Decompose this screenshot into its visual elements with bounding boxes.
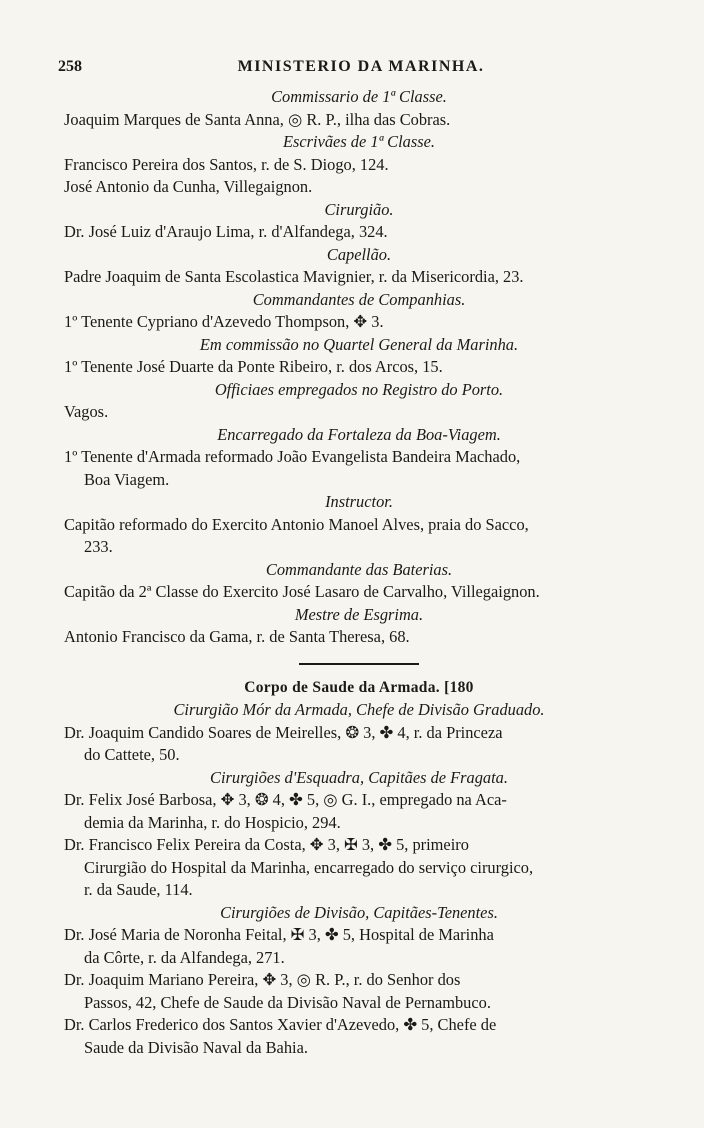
list-entry-line: Boa Viagem. <box>84 469 170 489</box>
running-head-title: MINISTERIO DA MARINHA. <box>237 58 485 75</box>
section-heading: Cirurgiões de Divisão, Capitães-Tenentes. <box>220 902 498 922</box>
list-entry-line: José Antonio da Cunha, Villegaignon. <box>64 177 313 196</box>
list-entry-line: Padre Joaquim de Santa Escolastica Mavignier, r. da Misericordia, 23. <box>64 267 524 286</box>
section-heading: Cirurgião Mór da Armada, Chefe de Divisão Graduado. <box>173 700 545 719</box>
health-corps-list <box>64 699 654 1059</box>
page-body <box>64 86 654 1059</box>
list-entry-line: r. da Saude, 114. <box>84 880 193 899</box>
list-entry-line: Dr. Joaquim Mariano Pereira, ✥ 3, ◎ R. P., r. do Senhor dos <box>64 970 461 989</box>
list-entry-line: Dr. José Luiz d'Araujo Lima, r. d'Alfandega, 324. <box>64 222 388 241</box>
list-entry-line: Antonio Francisco da Gama, r. de Santa Theresa, 68. <box>64 627 410 646</box>
section-title: Corpo de Saude da Armada. [180 <box>244 678 474 696</box>
staff-list <box>64 86 654 649</box>
page-header <box>58 58 664 82</box>
page-number: 258 <box>58 58 82 75</box>
section-heading: Capellão. <box>326 244 392 264</box>
section-heading: Mestre de Esgrima. <box>294 604 424 624</box>
section-heading: Encarregado da Fortaleza da Boa-Viagem. <box>217 424 501 444</box>
list-entry-line: 1º Tenente José Duarte da Ponte Ribeiro, r. dos Arcos, 15. <box>64 357 443 376</box>
section-heading: Em commissão no Quartel General da Marinha. <box>199 334 519 354</box>
list-entry-line: Passos, 42, Chefe de Saude da Divisão Naval de Pernambuco. <box>84 992 491 1012</box>
list-entry-line: Vagos. <box>64 402 109 421</box>
section-heading: Instructor. <box>325 492 393 511</box>
list-entry-line: Francisco Pereira dos Santos, r. de S. Diogo, 124. <box>64 154 389 174</box>
section-heading: Commandante das Baterias. <box>265 559 453 579</box>
list-entry-line: Dr. Felix José Barbosa, ✥ 3, ❂ 4, ✤ 5, ◎ G. I., empregado na Aca- <box>64 790 507 809</box>
section-heading: Commandantes de Companhias. <box>252 289 466 309</box>
list-entry-line: Dr. Francisco Felix Pereira da Costa, ✥ 3, ✠ 3, ✤ 5, primeiro <box>64 835 469 854</box>
list-entry-line: Capitão reformado do Exercito Antonio Manoel Alves, praia do Sacco, <box>64 514 529 534</box>
list-entry-line: da Côrte, r. da Alfandega, 271. <box>84 947 285 967</box>
list-entry-line: demia da Marinha, r. do Hospicio, 294. <box>84 812 341 832</box>
list-entry-line: 233. <box>84 537 113 556</box>
section-heading: Escrivães de 1ª Classe. <box>282 132 435 151</box>
section-heading: Commissario de 1ª Classe. <box>271 87 447 106</box>
list-entry-line: Dr. Carlos Frederico dos Santos Xavier d'Azevedo, ✤ 5, Chefe de <box>64 1015 497 1034</box>
list-entry-line: Capitão da 2ª Classe do Exercito José Lasaro de Carvalho, Villegaignon. <box>64 582 540 601</box>
list-entry-line: Joaquim Marques de Santa Anna, ◎ R. P., ilha das Cobras. <box>64 109 451 129</box>
list-entry-line: do Cattete, 50. <box>84 745 180 764</box>
list-entry-line: 1º Tenente d'Armada reformado João Evangelista Bandeira Machado, <box>64 447 521 466</box>
section-divider <box>299 663 419 665</box>
list-entry-line: Dr. Joaquim Candido Soares de Meirelles, ❂ 3, ✤ 4, r. da Princeza <box>64 722 503 742</box>
section-heading: Officiaes empregados no Registro do Porto. <box>214 379 504 399</box>
section-heading: Cirurgiões d'Esquadra, Capitães de Fragata. <box>210 767 508 787</box>
list-entry-line: Dr. José Maria de Noronha Feital, ✠ 3, ✤ 5, Hospital de Marinha <box>64 925 494 944</box>
list-entry-line: 1º Tenente Cypriano d'Azevedo Thompson, ✥ 3. <box>64 312 384 331</box>
list-entry-line: Saude da Divisão Naval da Bahia. <box>84 1037 308 1057</box>
list-entry-line: Cirurgião do Hospital da Marinha, encarregado do serviço cirurgico, <box>84 857 534 877</box>
section-heading: Cirurgião. <box>324 199 394 219</box>
